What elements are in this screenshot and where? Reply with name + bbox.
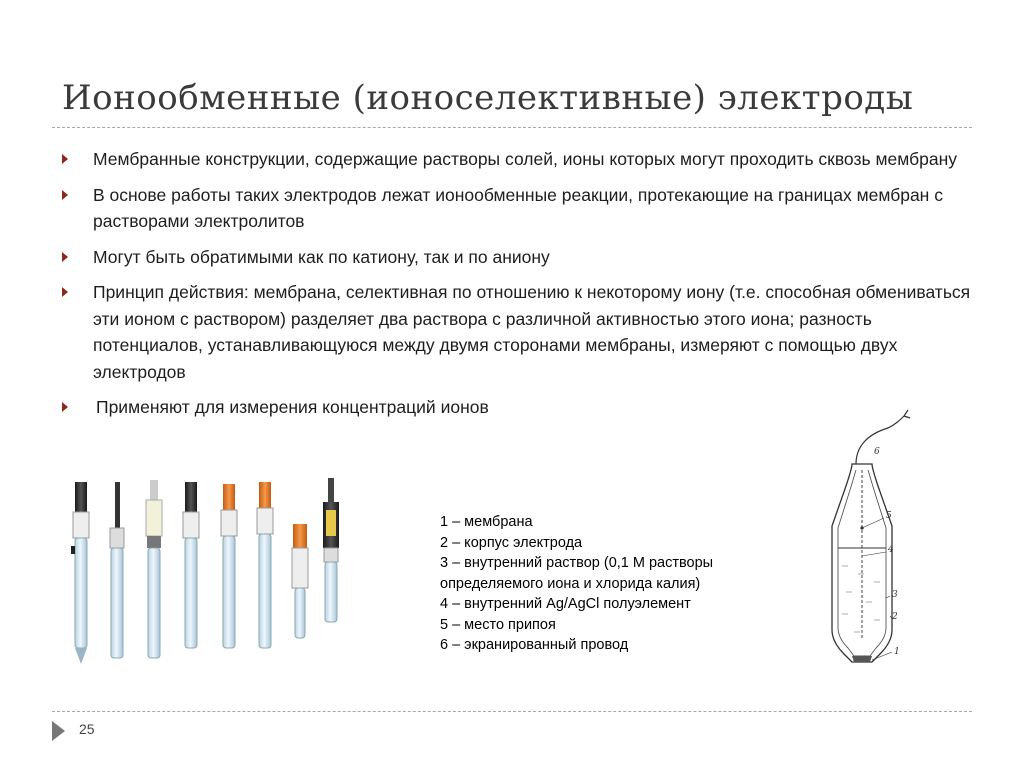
bullet-text: В основе работы таких электродов лежат ионообменные реакции, протекающие на границах мембран с растворами электролитов [93,184,943,231]
diagram-label: 1 [894,647,900,657]
slide-nav-arrow-icon[interactable] [52,721,65,741]
legend-item: 2 – корпус электрода [440,534,583,551]
bullet-arrow-icon [62,190,68,200]
electrode-diagram [818,406,918,666]
bullet-arrow-icon [62,287,68,297]
electrodes-photo [60,474,360,674]
electrode-8 [323,478,339,622]
legend-item: определяемого иона и хлорида калия) [440,575,701,592]
bullet-text: Мембранные конструкции, содержащие растворы солей, ионы которых могут проходить сквозь мембрану [93,149,957,169]
bullet-text: Принцип действия: мембрана, селективная по отношению к некоторому иону (т.е. способная обмениваться эти ионом с раствором) разделяет два раствора с различной активностью этого иона; разность потенциалов, устанавливающуюся между двумя сторонами мембраны, измеряют с помощью двух электродов [93,282,971,382]
bullet-item [62,279,972,385]
legend-item: 1 – мембрана [440,514,533,530]
bullet-item [62,146,972,173]
footer-divider [52,711,972,712]
bullet-arrow-icon [62,402,68,412]
figure-legend [440,512,713,656]
diagram-label: 5 [886,511,892,521]
legend-item: 3 – внутренний раствор (0,1 М растворы [440,555,714,571]
electrode-4 [183,482,199,648]
bullet-arrow-icon [62,154,68,164]
bullet-text: Могут быть обратимыми как по катиону, так и по аниону [93,246,550,267]
electrode-6 [257,482,273,648]
diagram-label: 6 [874,447,880,457]
bullet-item [62,182,972,235]
electrode-2 [110,482,124,658]
page-number: 25 [79,721,95,737]
legend-item: 5 – место припоя [440,616,556,633]
bullet-item [62,244,972,271]
bullet-text: Применяют для измерения концентраций ионов [96,397,489,417]
electrode-3 [146,480,162,658]
bullet-list [62,146,972,430]
electrode-7 [292,524,308,638]
bullet-arrow-icon [62,252,68,262]
title-divider [52,127,972,128]
electrode-1 [71,482,89,664]
electrode-5 [221,484,237,648]
diagram-label: 4 [888,545,894,555]
legend-item: 6 – экранированный провод [440,637,629,653]
diagram-label: 3 [892,590,898,600]
diagram-label: 2 [892,612,898,622]
legend-item: 4 – внутренний Ag/AgCl полуэлемент [440,596,691,612]
slide-title: Ионообменные (ионоселективные) электроды [62,78,914,118]
